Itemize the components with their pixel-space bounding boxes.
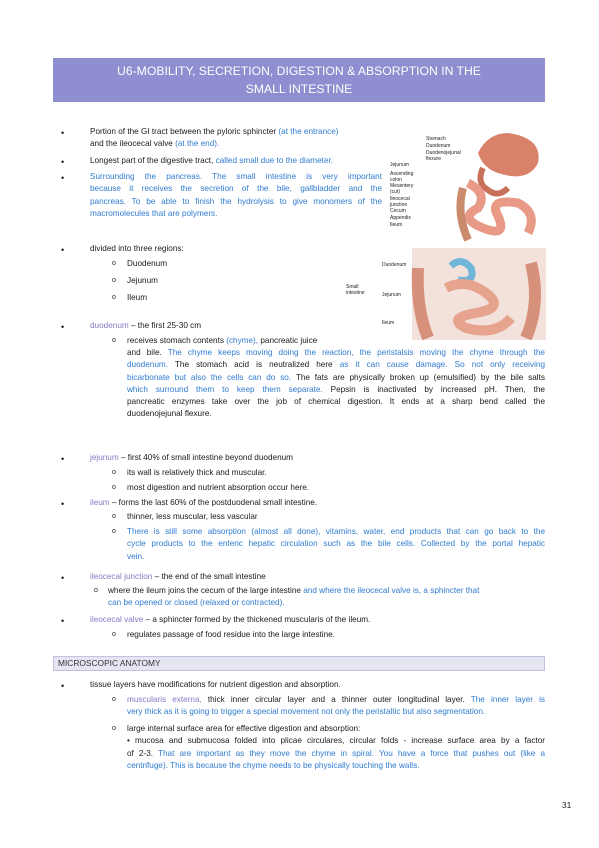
- small-intestine-figure-2: [346, 248, 546, 340]
- ileocecal-valve-sub-1: regulates passage of food residue into the large intestine.: [127, 630, 336, 639]
- sub-bullet-icon: o: [112, 469, 116, 476]
- bullet-2-text: Longest part of the digestive tract, called small due to the diameter.: [90, 156, 334, 165]
- jejunum-sub-1: its wall is relatively thick and muscular.: [127, 468, 267, 477]
- bullet-10-icon: •: [61, 681, 65, 691]
- region-item: Ileum: [127, 293, 148, 302]
- sub-bullet-icon: o: [112, 528, 116, 535]
- page-number: 31: [562, 800, 572, 810]
- sub-bullet-icon: o: [112, 696, 116, 703]
- bullet-4-text: divided into three regions:: [90, 244, 184, 253]
- ileocecal-sub-1: where the ileum joins the cecum of the large intestine and where the ileocecal valve is, a sphincter that can be opened or closed (relaxed or contracted).: [108, 586, 480, 608]
- sub-bullet-icon: o: [94, 587, 98, 594]
- bullet-7-icon: •: [61, 499, 65, 509]
- section-header-microscopic-anatomy: MICROSCOPIC ANATOMY: [53, 656, 545, 671]
- fig1-label-7: Cecum: [390, 208, 406, 214]
- fig2-label-3: Ileum: [382, 320, 395, 326]
- fig1-label-3: Jejunum: [390, 162, 409, 168]
- fig1-label-4: Ascending colon: [390, 171, 414, 183]
- bullet-7-text: ileum – forms the last 60% of the postduodenal small intestine.: [90, 498, 318, 507]
- bullet-6-text: jejunum – first 40% of small intestine beyond duodenum: [90, 453, 293, 462]
- bullet-3-icon: •: [61, 173, 65, 183]
- page-title-banner: [53, 58, 545, 102]
- ileum-sub-1: thinner, less muscular, less vascular: [127, 512, 258, 521]
- fig1-label-2: Duodenojejunal flexure: [426, 150, 461, 162]
- fig1-label-1: Duodenum: [426, 143, 451, 149]
- bullet-8-icon: •: [61, 573, 65, 583]
- fig2-label-1: Small intestine: [346, 284, 365, 296]
- title-line-2: SMALL INTESTINE: [245, 82, 353, 96]
- bullet-6-icon: •: [61, 454, 65, 464]
- bullet-8-text: ileocecal junction – the end of the small intestine: [90, 572, 266, 581]
- jejunum-sub-2: most digestion and nutrient absorption occur here.: [127, 483, 310, 492]
- bullet-1-text: Portion of the GI tract between the pyloric sphincter (at the entrance) and the ileocecal valve (at the end).: [90, 127, 339, 149]
- duodenum-paragraph: and bile. The chyme keeps moving doing the reaction, the peristalsis moving the chyme through the duodenum. The stomach acid is neutralized here as it can cause damage. So not only receiving bicarbonate but also the cells can do so. The fats are physically broken up (emulsified) by the bile salts which surround them to keep them separate. Pepsin is inactivated by increased pH. Then, the pancreatic enzymes take over the job of chemical digestion. It ends at a sharp bend called the duodenojejunal flexure.: [127, 348, 545, 419]
- sub-bullet-icon: o: [112, 631, 116, 638]
- surface-area-sub: large internal surface area for effective digestion and absorption: • mucosa and submucosa folded into plicae circulares, circular folds - increase surface area by a factor of 2-3. That are important as they move the chyme in spiral. You have a force that pushes out (like a centrifuge). This is because the chyme needs to be physically touching the walls.: [127, 724, 546, 770]
- bullet-9-icon: •: [61, 616, 65, 626]
- fig1-label-6: Ileocecal junction: [390, 196, 410, 208]
- bullet-2-icon: •: [61, 157, 65, 167]
- bullet-9-text: ileocecal valve – a sphincter formed by the thickened muscularis of the ileum.: [90, 615, 371, 624]
- bullet-5-text: duodenum – the first 25-30 cm: [90, 321, 202, 330]
- bullet-5-icon: •: [61, 322, 65, 332]
- intestine-illustration-2: [346, 248, 546, 340]
- small-intestine-figure-1: [388, 128, 548, 246]
- fig2-label-0: Duodenum: [382, 262, 407, 268]
- fig2-label-2: Jejunum: [382, 292, 401, 298]
- bullet-1-icon: •: [61, 128, 65, 138]
- sub-bullet-icon: o: [112, 294, 116, 301]
- region-item: Duodenum: [127, 259, 168, 268]
- muscularis-sub: muscularis externa, thick inner circular layer and a thinner outer longitudinal layer. The inner layer is very thick as it is going to trigger a special movement not only the peristaltic but also segmentation.: [127, 695, 545, 717]
- fig1-label-8: Appendix: [390, 215, 411, 221]
- sub-bullet-icon: o: [112, 260, 116, 267]
- title-line-1: U6-MOBILITY, SECRETION, DIGESTION & ABSORPTION IN THE: [117, 64, 481, 78]
- fig1-label-5: Mesentery (cut): [390, 183, 414, 195]
- sub-bullet-icon: o: [112, 725, 116, 732]
- fig1-label-9: Ileum: [390, 222, 403, 228]
- bullet-3-text: Surrounding the pancreas. The small intestine is very important because it receives the secretion of the bile, gallbladder and the pancreas. To be able to finish the hydrolysis to give monomers of the macromolecules that are polymers.: [90, 172, 382, 218]
- region-item: Jejunum: [127, 276, 158, 285]
- sub-bullet-icon: o: [112, 277, 116, 284]
- fig1-label-0: Stomach: [426, 136, 446, 142]
- bullet-4-icon: •: [61, 245, 65, 255]
- sub-bullet-icon: o: [112, 484, 116, 491]
- sub-bullet-icon: o: [112, 513, 116, 520]
- sub-bullet-icon: o: [112, 337, 116, 344]
- microscopic-bullet-text: tissue layers have modifications for nutrient digestion and absorption.: [90, 680, 341, 689]
- ileum-sub-2: There is still some absorption (almost all done), vitamins, water, end products that can go back to the cycle products to the enteric hepatic circulation such as the bile cells. Collected by the portal hepatic vein.: [127, 527, 545, 561]
- duodenum-sub-1: receives stomach contents (chyme), pancreatic juice: [127, 336, 318, 345]
